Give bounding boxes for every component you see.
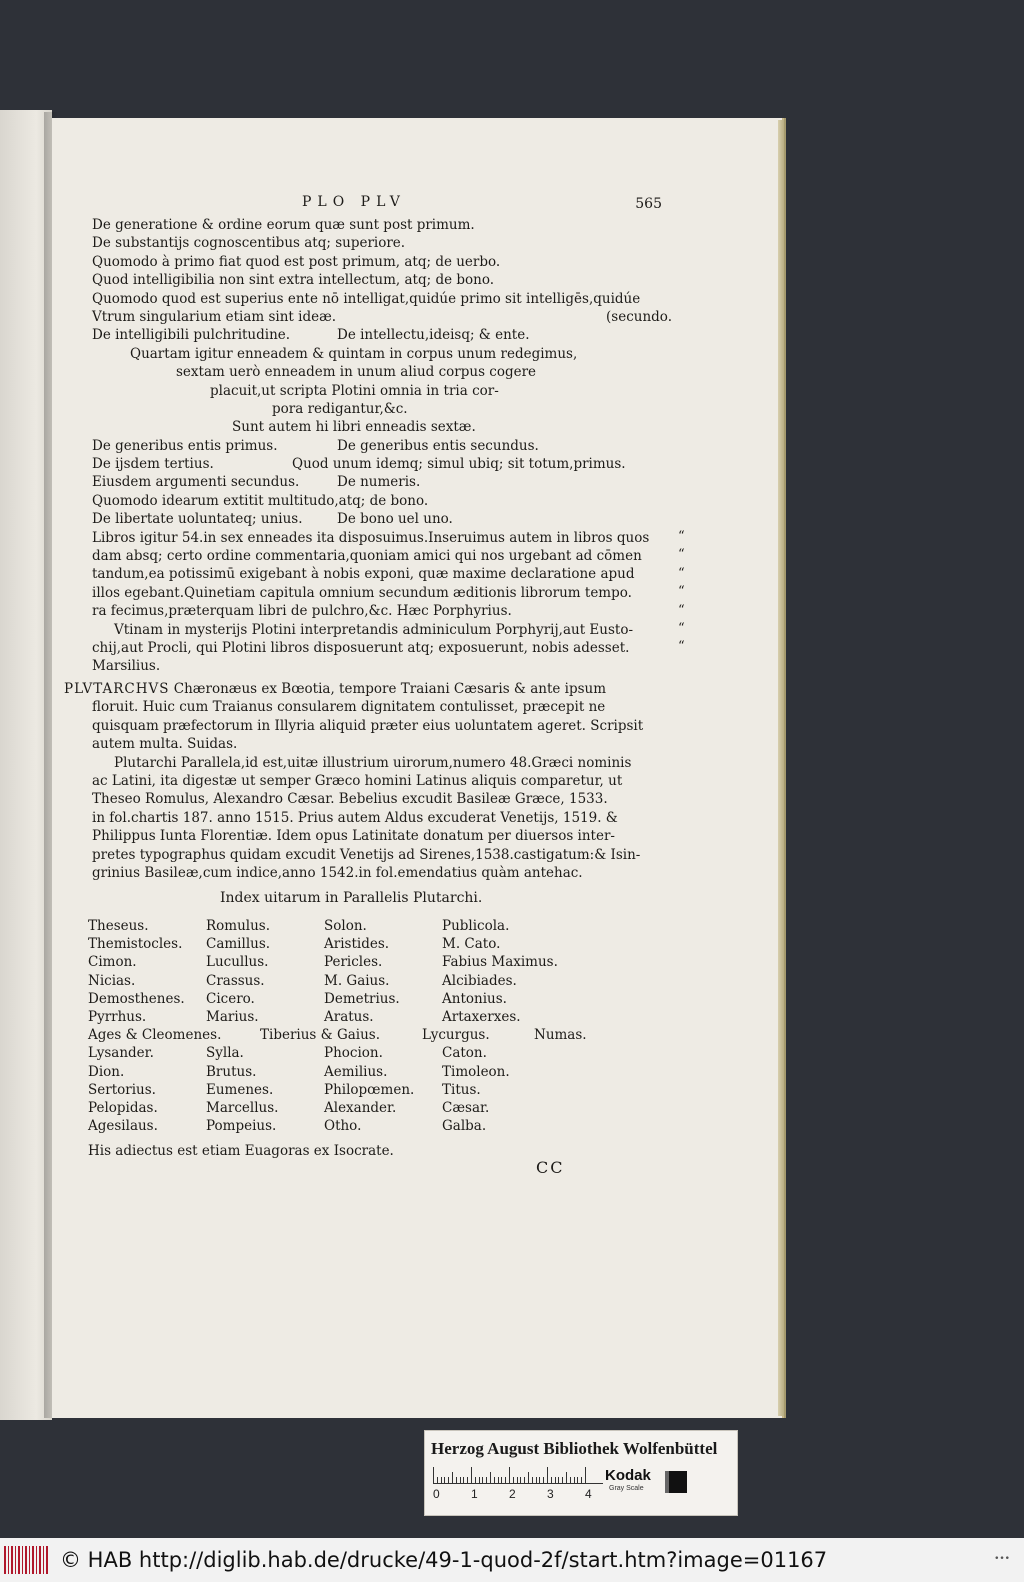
index-entry: Pompeius. [206, 1118, 277, 1135]
index-entry: Timoleon. [442, 1063, 510, 1080]
index-entry: Cicero. [206, 990, 255, 1007]
text-line: Marsilius. [92, 658, 161, 675]
index-row [88, 1064, 652, 1082]
text-fragment: De intelligibili pulchritudine. [92, 327, 291, 344]
ruler-tick [490, 1472, 491, 1483]
text-line: Quomodo quod est superius ente nō intelligat,quidúe primo sit intelligēs,quidúe [92, 290, 641, 307]
ruler-scale [433, 1465, 603, 1484]
index-entry: Theseus. [88, 918, 149, 934]
ruler-tick [532, 1477, 533, 1483]
index-entry: Themistocles. [88, 936, 183, 953]
ruler-tick [520, 1477, 521, 1483]
text-fragment: (secundo. [606, 308, 672, 325]
index-entry: Romulus. [206, 918, 271, 934]
library-color-target [424, 1430, 738, 1516]
text-fragment: Vtrum singularium etiam sint ideæ. [92, 308, 337, 325]
index-entry: Brutus. [206, 1063, 257, 1080]
text-line: Quod intelligibilia non sint extra intellectum, atq; de bono. [92, 272, 495, 289]
index-entry: Publicola. [442, 918, 510, 934]
index-entry: Pelopidas. [88, 1099, 158, 1116]
ruler-tick [479, 1477, 480, 1483]
ruler-tick [463, 1477, 464, 1483]
page-number: 565 [635, 196, 662, 212]
ruler-tick [574, 1477, 575, 1483]
text-line: in fol.chartis 187. anno 1515. Prius autem Aldus excuderat Venetijs, 1519. & [92, 809, 618, 826]
ruler-tick [433, 1467, 434, 1483]
text-line: Theseo Romulus, Alexandro Cæsar. Bebelius excudit Basileæ Græce, 1533. [92, 791, 608, 808]
index-entry: Aemilius. [324, 1063, 388, 1080]
index-entry: Marcellus. [206, 1099, 279, 1116]
ruler-tick [528, 1472, 529, 1483]
library-name: Herzog August Bibliothek Wolfenbüttel [431, 1439, 718, 1458]
text-line [92, 308, 672, 326]
ruler-tick [498, 1477, 499, 1483]
ruler-tick [558, 1477, 559, 1483]
closing-line: His adiectus est etiam Euagoras ex Isocrate. [88, 1143, 394, 1159]
ruler-tick [547, 1467, 548, 1483]
footer-dots: ••• [994, 1554, 1010, 1564]
copyright-url[interactable]: © HAB http://diglib.hab.de/drucke/49-1-quod-2f/start.htm?image=01167 [60, 1548, 828, 1572]
ruler-tick [452, 1472, 453, 1483]
entry-heading: PLVTARCHVS [64, 681, 170, 697]
text-line: Philippus Iunta Florentiæ. Idem opus Latinitate donatum per diuersos inter- [92, 828, 615, 845]
ruler-number: 3 [547, 1487, 554, 1501]
index-entry: Cæsar. [442, 1099, 490, 1116]
index-row [88, 991, 652, 1009]
gray-swatch [665, 1471, 687, 1493]
ruler-tick [524, 1477, 525, 1483]
index-title: Index uitarum in Parallelis Plutarchi. [220, 890, 483, 906]
index-entry: Alcibiades. [442, 972, 517, 989]
ruler-number: 1 [471, 1487, 478, 1501]
ruler-tick [539, 1477, 540, 1483]
text-line: ac Latini, ita digestæ ut semper Græco homini Latinus aliquis comparetur, ut [92, 772, 623, 789]
index-entry: Demetrius. [324, 990, 400, 1007]
text-fragment: Chæronæus ex Bœotia, tempore Traiani Cæsaris & ante ipsum [173, 681, 607, 697]
ruler-tick [555, 1477, 556, 1483]
ruler-tick [513, 1477, 514, 1483]
index-entry: Galba. [442, 1118, 487, 1135]
quote-mark: “ [678, 621, 685, 637]
index-row [88, 1082, 652, 1100]
text-fragment: De generibus entis primus. [92, 437, 278, 454]
index-row [88, 936, 652, 954]
text-line: pretes typographus quidam excudit Venetijs ad Sirenes,1538.castigatum:& Isin- [92, 846, 641, 863]
ruler-tick [482, 1477, 483, 1483]
quote-mark: “ [678, 639, 685, 655]
text-line: Quomodo à primo fiat quod est post primum, atq; de uerbo. [92, 253, 501, 270]
index-row [88, 1045, 652, 1063]
text-fragment: De generibus entis secundus. [337, 437, 539, 454]
index-entry: Pericles. [324, 954, 383, 971]
text-line: sextam uerò enneadem in unum aliud corpus cogere [176, 364, 537, 381]
index-entry: Marius. [206, 1008, 259, 1025]
index-entry: Caton. [442, 1045, 487, 1062]
text-line [92, 455, 672, 473]
index-entry: Cimon. [88, 954, 137, 971]
index-entry: Agesilaus. [88, 1118, 158, 1135]
ruler-tick [517, 1477, 518, 1483]
index-grid [88, 918, 652, 1136]
plutarch-entry [64, 680, 672, 882]
index-entry: Nicias. [88, 972, 136, 989]
text-fragment: De libertate uoluntateq; unius. [92, 511, 303, 528]
index-entry: Eumenes. [206, 1081, 274, 1098]
index-entry: Aratus. [324, 1008, 374, 1025]
kodak-logo: Kodak [605, 1467, 651, 1484]
ruler-tick [475, 1477, 476, 1483]
index-row [88, 1100, 652, 1118]
ruler-tick [437, 1477, 438, 1483]
index-row [88, 954, 652, 972]
text-line [92, 326, 672, 344]
text-fragment: De bono uel uno. [337, 511, 453, 528]
signature-mark: CC [536, 1158, 565, 1177]
quote-mark: “ [678, 584, 685, 600]
index-entry: Tiberius & Gaius. [260, 1027, 381, 1044]
index-entry: Numas. [534, 1027, 587, 1044]
index-entry: Fabius Maximus. [442, 954, 558, 971]
index-row [88, 973, 652, 991]
index-entry: Artaxerxes. [442, 1008, 521, 1025]
index-entry: Camillus. [206, 936, 271, 953]
index-entry: Demosthenes. [88, 990, 185, 1007]
quote-mark: “ [678, 529, 685, 544]
text-line: ra fecimus,præterquam libri de pulchro,&c. Hæc Porphyrius. [92, 603, 512, 620]
ruler-tick [448, 1477, 449, 1483]
ruler-tick [456, 1477, 457, 1483]
index-entry: Lycurgus. [422, 1027, 490, 1044]
index-entry: M. Cato. [442, 936, 501, 953]
text-line: De generatione & ordine eorum quæ sunt post primum. [92, 217, 475, 233]
index-entry: Sylla. [206, 1045, 244, 1062]
index-entry: Otho. [324, 1118, 362, 1135]
index-row [88, 1009, 652, 1027]
text-block-top [92, 216, 672, 676]
ruler-tick [471, 1467, 472, 1483]
text-line [92, 437, 672, 455]
quote-mark: “ [678, 602, 685, 618]
ruler-tick [501, 1477, 502, 1483]
text-line: placuit,ut scripta Plotini omnia in tria cor- [210, 382, 499, 399]
index-entry: M. Gaius. [324, 972, 390, 989]
quotation-marks [678, 528, 698, 657]
running-head: PLO PLV [302, 194, 406, 210]
ruler-tick [444, 1477, 445, 1483]
ruler-tick [509, 1467, 510, 1483]
ruler-tick [577, 1477, 578, 1483]
text-line: floruit. Huic cum Traianus consularem dignitatem contulisset, præcepit ne [92, 699, 606, 716]
text-line: dam absq; certo ordine commentaria,quoniam amici qui nos urgebant ad cōmen [92, 548, 642, 565]
ruler-tick [543, 1477, 544, 1483]
index-row [88, 1118, 652, 1136]
text-line: Libros igitur 54.in sex enneades ita disposuimus.Inseruimus autem in libros quos [92, 529, 650, 546]
book-page [52, 118, 782, 1418]
text-line: Quartam igitur enneadem & quintam in corpus unum redegimus, [130, 345, 578, 362]
text-line: chij,aut Procli, qui Plotini libros disposuerunt atq; exposuerunt, nobis adesset. [92, 639, 630, 656]
index-entry: Antonius. [442, 990, 507, 1007]
index-entry: Titus. [442, 1081, 481, 1098]
ruler-tick [505, 1477, 506, 1483]
ruler-number: 0 [433, 1487, 440, 1501]
text-fragment: De intellectu,ideisq; & ente. [337, 327, 530, 344]
text-fragment: Eiusdem argumenti secundus. [92, 474, 300, 491]
text-line [92, 492, 672, 510]
index-entry: Philopœmen. [324, 1081, 415, 1098]
ruler-tick [570, 1477, 571, 1483]
text-line: Sunt autem hi libri enneadis sextæ. [232, 419, 476, 436]
index-entry: Crassus. [206, 972, 265, 989]
text-line: De substantijs cognoscentibus atq; superiore. [92, 235, 406, 252]
page-edge [778, 120, 784, 1416]
index-entry: Alexander. [324, 1099, 397, 1116]
ruler-tick [486, 1477, 487, 1483]
text-line: illos egebant.Quinetiam capitula omnium secundum æditionis librorum tempo. [92, 584, 632, 601]
ruler-tick [562, 1477, 563, 1483]
index-entry: Lysander. [88, 1045, 154, 1062]
ruler-tick [566, 1472, 567, 1483]
index-entry: Sertorius. [88, 1081, 156, 1098]
text-line [92, 473, 672, 491]
ruler-tick [536, 1477, 537, 1483]
ruler-tick [494, 1477, 495, 1483]
text-line [92, 510, 672, 528]
index-row [88, 918, 652, 936]
hab-logo-icon [4, 1546, 48, 1574]
footer-bar [0, 1538, 1024, 1582]
index-entry: Dion. [88, 1063, 125, 1080]
quote-mark: “ [678, 547, 685, 563]
ruler-tick [581, 1477, 582, 1483]
ruler-tick [460, 1477, 461, 1483]
text-line: Plutarchi Parallela,id est,uitæ illustrium uirorum,numero 48.Græci nominis [114, 754, 632, 771]
ruler-number: 4 [585, 1487, 592, 1501]
ruler-tick [441, 1477, 442, 1483]
text-fragment: De ijsdem tertius. [92, 456, 214, 473]
text-line: quisquam præfectorum in Illyria aliquid præter eius uoluntatem ageret. Scripsit [92, 717, 644, 734]
text-line: pora redigantur,&c. [272, 400, 408, 417]
text-line: autem multa. Suidas. [92, 736, 238, 753]
text-fragment: Quomodo idearum extitit multitudo,atq; de bono. [92, 492, 429, 509]
ruler-tick [467, 1477, 468, 1483]
ruler-tick [551, 1477, 552, 1483]
index-entry: Phocion. [324, 1045, 383, 1062]
text-line: tandum,ea potissimū exigebant à nobis exponi, quæ maxime declaratione apud [92, 566, 635, 583]
text-fragment: De numeris. [337, 474, 421, 491]
index-entry: Lucullus. [206, 954, 269, 971]
text-line: Vtinam in mysterijs Plotini interpretandis adminiculum Porphyrij,aut Eusto- [114, 621, 634, 638]
index-entry: Solon. [324, 918, 367, 934]
quote-mark: “ [678, 565, 685, 581]
text-line: grinius Basileæ,cum indice,anno 1542.in fol.emendatius quàm antehac. [92, 864, 583, 881]
index-entry: Aristides. [324, 936, 390, 953]
index-row [88, 1027, 652, 1045]
index-entry: Ages & Cleomenes. [88, 1027, 222, 1044]
text-fragment: Quod unum idemq; simul ubiq; sit totum,primus. [292, 456, 626, 473]
gray-scale-caption: Gray Scale [609, 1485, 644, 1492]
ruler-tick [585, 1467, 586, 1483]
text-line [64, 680, 672, 698]
ruler-number: 2 [509, 1487, 516, 1501]
index-entry: Pyrrhus. [88, 1008, 147, 1025]
